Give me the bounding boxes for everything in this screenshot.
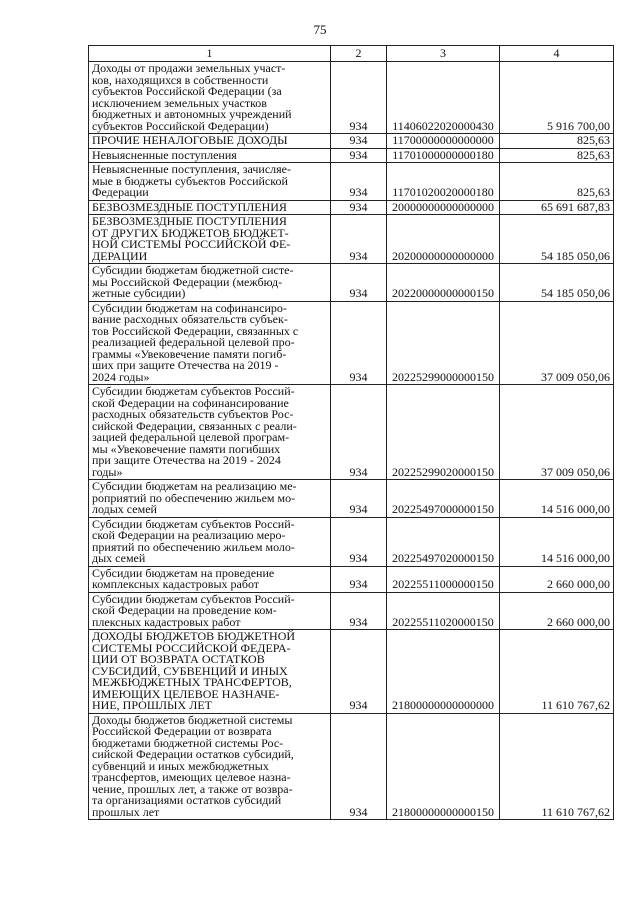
row-admin-code-cell: 934 [331, 264, 387, 302]
row-name-cell: Субсидии бюджетам субъектов Россий- ской Федерации на проведение ком- плексных кадастровых работ [89, 592, 331, 630]
row-amount-cell: 54 185 050,06 [500, 215, 614, 264]
row-classification-code-cell: 11701000000000180 [387, 148, 500, 163]
row-name-cell: ДОХОДЫ БЮДЖЕТОВ БЮДЖЕТНОЙ СИСТЕМЫ РОССИЙСКОЙ ФЕДЕРА- ЦИИ ОТ ВОЗВРАТА ОСТАТКОВ СУБСИДИЙ, СУБВЕНЦИЙ И ИНЫХ МЕЖБЮДЖЕТНЫХ ТРАНСФЕРТОВ, ИМЕЮЩИХ ЦЕЛЕВОЕ НАЗНАЧЕ- НИЕ, ПРОШЛЫХ ЛЕТ [89, 630, 331, 714]
column-header: 3 [387, 46, 500, 62]
row-name-cell: Субсидии бюджетам субъектов Россий- ской Федерации на реализацию меро- приятий по обеспечению жильем моло- дых семей [89, 517, 331, 566]
table-row [89, 566, 614, 592]
row-admin-code-cell: 934 [331, 163, 387, 201]
table-row [89, 134, 614, 149]
row-name-cell: БЕЗВОЗМЕЗДНЫЕ ПОСТУПЛЕНИЯ [89, 200, 331, 215]
budget-revenue-table [88, 45, 614, 820]
row-amount-cell: 825,63 [500, 163, 614, 201]
row-amount-cell: 37 009 050,06 [500, 385, 614, 480]
row-name-cell: Субсидии бюджетам бюджетной систе- мы Российской Федерации (межбюд- жетные субсидии) [89, 264, 331, 302]
row-admin-code-cell: 934 [331, 517, 387, 566]
row-amount-cell: 2 660 000,00 [500, 566, 614, 592]
row-classification-code-cell: 20000000000000000 [387, 200, 500, 215]
row-amount-cell: 11 610 767,62 [500, 630, 614, 714]
table-row [89, 62, 614, 134]
row-classification-code-cell: 11701020020000180 [387, 163, 500, 201]
table-row [89, 480, 614, 518]
row-admin-code-cell: 934 [331, 713, 387, 820]
row-admin-code-cell: 934 [331, 480, 387, 518]
row-classification-code-cell: 20200000000000000 [387, 215, 500, 264]
row-amount-cell: 14 516 000,00 [500, 517, 614, 566]
row-name-cell: Доходы от продажи земельных участ- ков, находящихся в собственности субъектов Российской Федерации (за исключением земельных участков бюджетных и автономных учреждений субъектов Российской Федерации) [89, 62, 331, 134]
column-header: 4 [500, 46, 614, 62]
row-amount-cell: 54 185 050,06 [500, 264, 614, 302]
row-amount-cell: 11 610 767,62 [500, 713, 614, 820]
row-amount-cell: 14 516 000,00 [500, 480, 614, 518]
row-amount-cell: 2 660 000,00 [500, 592, 614, 630]
row-admin-code-cell: 934 [331, 592, 387, 630]
row-classification-code-cell: 20225497000000150 [387, 480, 500, 518]
table-row [89, 163, 614, 201]
table-row [89, 517, 614, 566]
row-classification-code-cell: 20225497020000150 [387, 517, 500, 566]
row-name-cell: Субсидии бюджетам на софинансиро- вание расходных обязательств субъек- тов Российской Федерации, связанных с реализацией федеральной целевой про- граммы «Увековечение памяти погиб- ших при защите Отечества на 2019 - 2024 годы» [89, 301, 331, 385]
row-classification-code-cell: 20225299000000150 [387, 301, 500, 385]
table-header-row [89, 46, 614, 62]
row-admin-code-cell: 934 [331, 630, 387, 714]
row-classification-code-cell: 11406022020000430 [387, 62, 500, 134]
row-name-cell: Доходы бюджетов бюджетной системы Российской Федерации от возврата бюджетами бюджетной системы Рос- сийской Федерации остатков субсидий, субвенций и иных межбюджетных трансфертов, имеющих целевое назна- чение, прошлых лет, а также от возвра- та организациями остатков субсидий прошлых лет [89, 713, 331, 820]
row-amount-cell: 825,63 [500, 134, 614, 149]
row-classification-code-cell: 20220000000000150 [387, 264, 500, 302]
table-row [89, 200, 614, 215]
table-row [89, 592, 614, 630]
row-classification-code-cell: 20225511020000150 [387, 592, 500, 630]
column-header: 2 [331, 46, 387, 62]
row-admin-code-cell: 934 [331, 301, 387, 385]
table-row [89, 264, 614, 302]
row-name-cell: ПРОЧИЕ НЕНАЛОГОВЫЕ ДОХОДЫ [89, 134, 331, 149]
row-classification-code-cell: 20225299020000150 [387, 385, 500, 480]
row-amount-cell: 37 009 050,06 [500, 301, 614, 385]
table-body [89, 62, 614, 820]
row-name-cell: Субсидии бюджетам на реализацию ме- роприятий по обеспечению жильем мо- лодых семей [89, 480, 331, 518]
row-admin-code-cell: 934 [331, 134, 387, 149]
row-admin-code-cell: 934 [331, 385, 387, 480]
column-header: 1 [89, 46, 331, 62]
row-admin-code-cell: 934 [331, 62, 387, 134]
row-admin-code-cell: 934 [331, 215, 387, 264]
row-admin-code-cell: 934 [331, 148, 387, 163]
row-amount-cell: 65 691 687,83 [500, 200, 614, 215]
table-row [89, 148, 614, 163]
row-classification-code-cell: 11700000000000000 [387, 134, 500, 149]
row-name-cell: Субсидии бюджетам на проведение комплексных кадастровых работ [89, 566, 331, 592]
row-name-cell: БЕЗВОЗМЕЗДНЫЕ ПОСТУПЛЕНИЯ ОТ ДРУГИХ БЮДЖЕТОВ БЮДЖЕТ- НОЙ СИСТЕМЫ РОССИЙСКОЙ ФЕ- ДЕРАЦИИ [89, 215, 331, 264]
row-admin-code-cell: 934 [331, 566, 387, 592]
row-name-cell: Невыясненные поступления [89, 148, 331, 163]
row-classification-code-cell: 20225511000000150 [387, 566, 500, 592]
table-row [89, 630, 614, 714]
page-number: 75 [313, 22, 327, 37]
row-classification-code-cell: 21800000000000000 [387, 630, 500, 714]
table-row [89, 713, 614, 820]
table-row [89, 215, 614, 264]
row-amount-cell: 825,63 [500, 148, 614, 163]
row-name-cell: Невыясненные поступления, зачисляе- мые в бюджеты субъектов Российской Федерации [89, 163, 331, 201]
table-row [89, 385, 614, 480]
row-name-cell: Субсидии бюджетам субъектов Россий- ской Федерации на софинансирование расходных обязательств субъектов Рос- сийской Федерации, связанных с реали- зацией федеральной целевой програм- мы «Увековечение памяти погибших при защите Отечества на 2019 - 2024 годы» [89, 385, 331, 480]
row-classification-code-cell: 21800000000000150 [387, 713, 500, 820]
table-row [89, 301, 614, 385]
row-amount-cell: 5 916 700,00 [500, 62, 614, 134]
row-admin-code-cell: 934 [331, 200, 387, 215]
